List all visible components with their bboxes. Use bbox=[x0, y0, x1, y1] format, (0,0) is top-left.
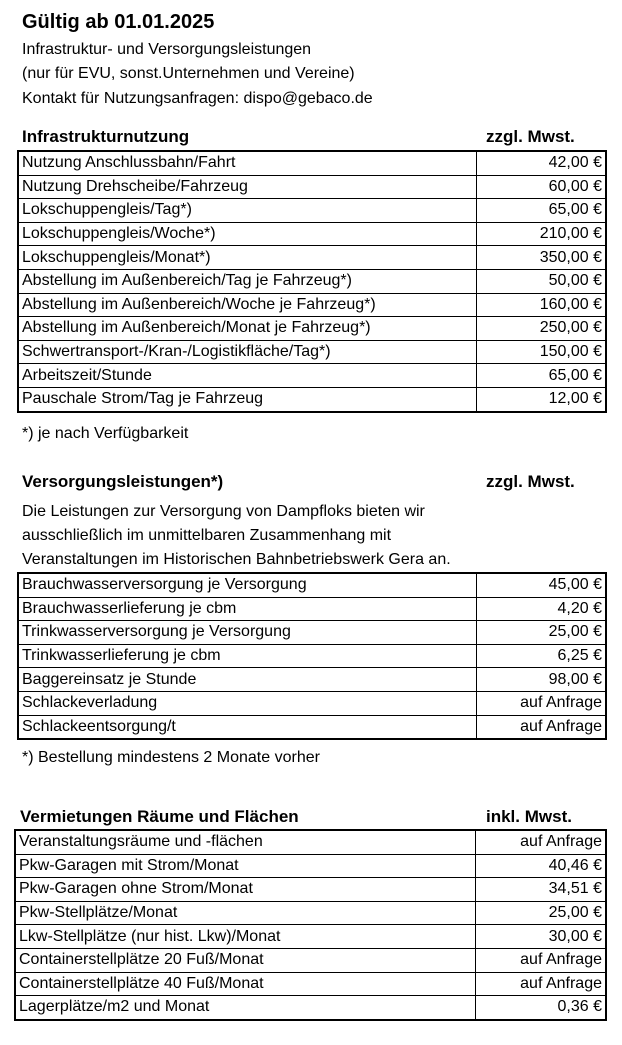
service-label: Nutzung Drehscheibe/Fahrzeug bbox=[18, 175, 476, 199]
price-value: 50,00 € bbox=[476, 269, 606, 293]
price-value: 25,00 € bbox=[475, 901, 606, 925]
service-label: Pkw-Garagen mit Strom/Monat bbox=[15, 854, 475, 878]
price-value: 12,00 € bbox=[476, 387, 606, 411]
table-row bbox=[18, 222, 606, 246]
price-value: 25,00 € bbox=[476, 621, 606, 645]
price-value: 350,00 € bbox=[476, 246, 606, 270]
service-label: Veranstaltungsräume und -flächen bbox=[15, 830, 475, 854]
header-line-2: (nur für EVU, sonst.Unternehmen und Vereine) bbox=[22, 65, 355, 82]
table-row bbox=[18, 246, 606, 270]
versorgung-heading: Versorgungsleistungen*) bbox=[22, 472, 224, 491]
service-label: Pkw-Garagen ohne Strom/Monat bbox=[15, 878, 475, 902]
price-value: 60,00 € bbox=[476, 175, 606, 199]
service-label: Lokschuppengleis/Woche*) bbox=[18, 222, 476, 246]
price-value: 4,20 € bbox=[476, 597, 606, 621]
versorgung-desc-line-2: ausschließlich im unmittelbaren Zusammenhang mit bbox=[22, 527, 392, 544]
validity-title: Gültig ab 01.01.2025 bbox=[22, 11, 215, 33]
table-row bbox=[18, 269, 606, 293]
service-label: Containerstellplätze 40 Fuß/Monat bbox=[15, 972, 475, 996]
price-value: auf Anfrage bbox=[476, 691, 606, 715]
versorgung-desc-line-1: Die Leistungen zur Versorgung von Dampfloks bieten wir bbox=[22, 503, 425, 520]
table-row bbox=[18, 199, 606, 223]
service-label: Lokschuppengleis/Monat*) bbox=[18, 246, 476, 270]
table-row bbox=[18, 644, 606, 668]
service-label: Trinkwasserversorgung je Versorgung bbox=[18, 621, 476, 645]
table-row bbox=[18, 597, 606, 621]
price-value: 65,00 € bbox=[476, 364, 606, 388]
versorgung-tax: zzgl. Mwst. bbox=[486, 472, 575, 491]
table-row bbox=[18, 340, 606, 364]
price-value: 65,00 € bbox=[476, 199, 606, 223]
service-label: Schwertransport-/Kran-/Logistikfläche/Tag*) bbox=[18, 340, 476, 364]
service-label: Brauchwasserversorgung je Versorgung bbox=[18, 573, 476, 597]
header-line-3: Kontakt für Nutzungsanfragen: dispo@gebaco.de bbox=[22, 90, 373, 107]
price-value: 45,00 € bbox=[476, 573, 606, 597]
price-value: 0,36 € bbox=[475, 996, 606, 1020]
price-value: auf Anfrage bbox=[475, 972, 606, 996]
infrastruktur-table bbox=[17, 150, 607, 413]
table-row bbox=[15, 948, 606, 972]
service-label: Lkw-Stellplätze (nur hist. Lkw)/Monat bbox=[15, 925, 475, 949]
service-label: Abstellung im Außenbereich/Tag je Fahrzeug*) bbox=[18, 269, 476, 293]
service-label: Pkw-Stellplätze/Monat bbox=[15, 901, 475, 925]
table-row bbox=[18, 293, 606, 317]
table-row bbox=[18, 691, 606, 715]
table-row bbox=[15, 901, 606, 925]
vermietung-tax: inkl. Mwst. bbox=[486, 807, 572, 826]
vermietung-heading: Vermietungen Räume und Flächen bbox=[20, 807, 299, 826]
versorgung-table bbox=[17, 572, 607, 740]
price-value: 250,00 € bbox=[476, 317, 606, 341]
vermietung-table bbox=[14, 829, 607, 1021]
price-value: auf Anfrage bbox=[475, 830, 606, 854]
service-label: Lagerplätze/m2 und Monat bbox=[15, 996, 475, 1020]
service-label: Arbeitszeit/Stunde bbox=[18, 364, 476, 388]
versorgung-desc-line-3: Veranstaltungen im Historischen Bahnbetriebswerk Gera an. bbox=[22, 551, 451, 568]
price-value: 40,46 € bbox=[475, 854, 606, 878]
price-value: auf Anfrage bbox=[475, 948, 606, 972]
service-label: Nutzung Anschlussbahn/Fahrt bbox=[18, 151, 476, 175]
versorgung-footnote: *) Bestellung mindestens 2 Monate vorher bbox=[22, 749, 320, 766]
service-label: Abstellung im Außenbereich/Monat je Fahrzeug*) bbox=[18, 317, 476, 341]
table-row bbox=[18, 621, 606, 645]
table-row bbox=[18, 151, 606, 175]
infrastruktur-heading: Infrastrukturnutzung bbox=[22, 127, 190, 146]
infrastruktur-footnote: *) je nach Verfügbarkeit bbox=[22, 425, 189, 442]
infrastruktur-tax: zzgl. Mwst. bbox=[486, 127, 575, 146]
service-label: Abstellung im Außenbereich/Woche je Fahrzeug*) bbox=[18, 293, 476, 317]
service-label: Containerstellplätze 20 Fuß/Monat bbox=[15, 948, 475, 972]
service-label: Schlackeverladung bbox=[18, 691, 476, 715]
header-line-1: Infrastruktur- und Versorgungsleistungen bbox=[22, 41, 312, 58]
price-value: 42,00 € bbox=[476, 151, 606, 175]
table-row bbox=[15, 925, 606, 949]
price-value: 30,00 € bbox=[475, 925, 606, 949]
price-value: 34,51 € bbox=[475, 878, 606, 902]
table-row bbox=[18, 668, 606, 692]
service-label: Pauschale Strom/Tag je Fahrzeug bbox=[18, 387, 476, 411]
price-value: 210,00 € bbox=[476, 222, 606, 246]
price-value: 160,00 € bbox=[476, 293, 606, 317]
service-label: Trinkwasserlieferung je cbm bbox=[18, 644, 476, 668]
table-row bbox=[15, 878, 606, 902]
table-row bbox=[18, 175, 606, 199]
service-label: Brauchwasserlieferung je cbm bbox=[18, 597, 476, 621]
price-value: 150,00 € bbox=[476, 340, 606, 364]
table-row bbox=[15, 854, 606, 878]
service-label: Baggereinsatz je Stunde bbox=[18, 668, 476, 692]
table-row bbox=[18, 317, 606, 341]
table-row bbox=[18, 364, 606, 388]
table-row bbox=[15, 830, 606, 854]
table-row bbox=[18, 573, 606, 597]
table-row bbox=[15, 972, 606, 996]
service-label: Schlackeentsorgung/t bbox=[18, 715, 476, 739]
service-label: Lokschuppengleis/Tag*) bbox=[18, 199, 476, 223]
price-value: 6,25 € bbox=[476, 644, 606, 668]
table-row bbox=[18, 387, 606, 411]
price-value: 98,00 € bbox=[476, 668, 606, 692]
table-row bbox=[18, 715, 606, 739]
table-row bbox=[15, 996, 606, 1020]
price-value: auf Anfrage bbox=[476, 715, 606, 739]
